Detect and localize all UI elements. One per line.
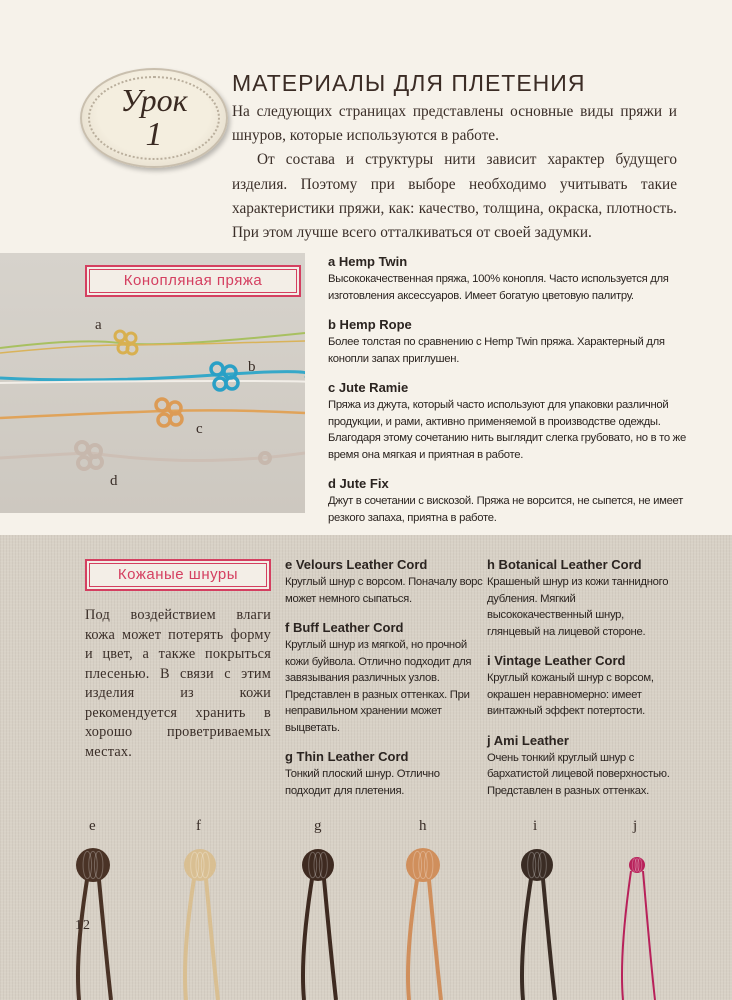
yarn-item-a: a Hemp Twin Высококачественная пряжа, 100% конопля. Часто используется для изготовления аксессуаров. Имеет богатую цветовую палитру.	[328, 254, 669, 302]
lesson-number: 1	[145, 116, 163, 153]
leather-paragraph: Под воздействием влаги кожа может потерять форму и цвет, а также покрыться плесенью. В связи с этим изделия из кожи рекомендуется хранить в хорошо проветриваемых местах.	[85, 607, 271, 760]
knot	[302, 849, 334, 881]
photo-label-i: i	[533, 818, 538, 834]
lesson-word: Урок	[120, 82, 188, 118]
intro-text	[232, 100, 677, 245]
knot	[406, 848, 440, 882]
knot	[521, 849, 553, 881]
cord-item-f: f Buff Leather Cord Круглый шнур из мягкой, но прочной кожи буйвола. Отлично подходит для завязывания различных узлов. Представлен в разных оттенках. При неправильном хранении может выцветать.	[285, 620, 472, 734]
cord-j	[622, 857, 655, 1000]
lesson-badge	[80, 68, 228, 168]
page-title: МАТЕРИАЛЫ ДЛЯ ПЛЕТЕНИЯ	[232, 70, 586, 96]
cord-item-j: j Ami Leather Очень тонкий круглый шнур с бархатистой лицевой поверхностью. Представлен в разных оттенках.	[487, 732, 670, 797]
photo-label-a: a	[95, 317, 102, 333]
cord-i	[521, 849, 555, 1000]
cord-g	[302, 849, 336, 1000]
yarn-item-d: d Jute Fix Джут в сочетании с вискозой. Пряжа не ворсится, не сыпется, не имеет резкого запаха, приятна в работе.	[328, 476, 684, 524]
yarn-item-c: c Jute Ramie Пряжа из джута, который часто используют для упаковки различной продукции, и рами, активно применяемой в производстве одежды. Благодаря этому сочетанию нить выглядит слегка грубовато, но в то же время она мягкая и приятная в работе.	[328, 380, 686, 461]
leather-cords-photo	[0, 810, 732, 1000]
knot	[76, 848, 110, 882]
hemp-section-label: Конопляная пряжа	[85, 265, 301, 297]
photo-label-c: c	[196, 421, 203, 437]
photo-label-h: h	[419, 818, 427, 834]
leather-column-1	[285, 556, 485, 811]
intro-paragraph-2: От состава и структуры нити зависит характер будущего изделия. Поэтому при выборе необходимо учитывать такие характеристики пряжи, как: качество, толщина, окраска, плотность. При этом лучше всего отталкиваться от своей задумки.	[232, 151, 677, 242]
photo-label-f: f	[196, 818, 201, 834]
leather-column-2	[487, 556, 677, 811]
photo-label-b: b	[248, 359, 256, 375]
photo-label-g: g	[314, 818, 322, 834]
photo-label-j: j	[633, 818, 638, 834]
hemp-yarn-photo	[0, 253, 305, 513]
photo-label-d: d	[110, 473, 118, 489]
leather-section-label: Кожаные шнуры	[85, 559, 271, 591]
cord-item-g: g Thin Leather Cord Тонкий плоский шнур. Отлично подходит для плетения.	[285, 749, 440, 797]
knot	[184, 849, 216, 881]
yarn-item-b: b Hemp Rope Более толстая по сравнению с Hemp Twin пряжа. Характерный для конопли запах приглушен.	[328, 317, 665, 365]
photo-label-e: e	[89, 818, 96, 834]
hemp-descriptions	[328, 253, 693, 538]
cord-item-e: e Velours Leather Cord Круглый шнур с ворсом. Поначалу ворс может немного сыпаться.	[285, 557, 483, 605]
page-number: 12	[75, 918, 91, 933]
cord-f	[184, 849, 218, 1000]
knot	[629, 857, 645, 873]
cord-h	[406, 848, 441, 1000]
cord-item-i: i Vintage Leather Cord Круглый кожаный шнур с ворсом, окрашен неравномерно: имеет винтажный эффект потертости.	[487, 653, 654, 717]
cord-item-h: h Botanical Leather Cord Крашеный шнур из кожи таннидного дубления. Мягкий высококачественный шнур, глянцевый на лицевой стороне.	[487, 557, 669, 638]
intro-paragraph-1: На следующих страницах представлены основные виды пряжи и шнуров, которые используются в работе.	[232, 103, 677, 145]
